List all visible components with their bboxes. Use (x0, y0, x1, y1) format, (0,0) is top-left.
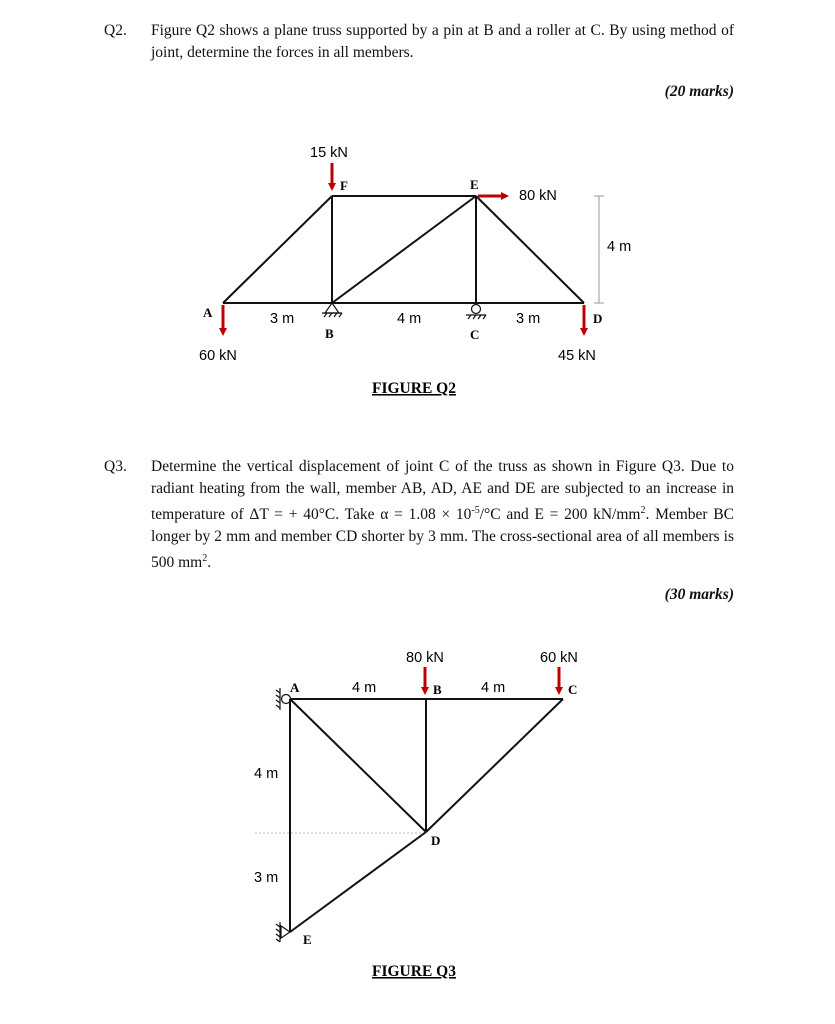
q3-node-e: E (303, 932, 312, 947)
q2-load-f: 15 kN (310, 145, 348, 161)
q2-node-a: A (203, 305, 213, 320)
q3-pin-support-a-icon (276, 688, 291, 710)
q3-number: Q3. (104, 458, 127, 475)
q2-node-f: F (340, 178, 348, 193)
q2-height-dimension-line (594, 196, 604, 303)
q2-figure-caption: FIGURE Q2 (372, 380, 456, 397)
q3-member-de (290, 832, 426, 932)
q2-node-b: B (325, 326, 334, 341)
q2-node-c: C (470, 327, 480, 342)
q2-truss-members (223, 196, 584, 303)
q3-dim-ab: 4 m (352, 680, 377, 696)
q2-marks: (20 marks) (664, 83, 734, 100)
q3-load-b: 80 kN (406, 650, 444, 666)
q3-node-b: B (433, 682, 442, 697)
q2-roller-support-icon (466, 305, 486, 320)
q3-member-cd (426, 699, 563, 832)
q3-text: Determine the vertical displacement of joint C of the truss as shown in Figure Q3. Due to radiant heating from the wall, member AB, AD, AE and DE are subjected to an increase in temperature of ΔT = + 40°C. Take $\alpha = 1.08 \times 10^{-5}/^\circ C$ and E = 200 $kN/mm^2$. Member BC longer by 2 mm and member CD shorter by 3 mm. The cross-sectional area of all members is 500 $mm^2$. (151, 458, 734, 572)
q2-node-e: E (470, 177, 479, 192)
q3-dim-de: 3 m (254, 870, 279, 886)
q2-member-af (223, 196, 332, 303)
q3-pin-support-e-icon (276, 922, 290, 942)
q3-marks: (30 marks) (664, 586, 734, 603)
figure-q2 (0, 0, 835, 420)
q2-dim-bc: 4 m (397, 311, 422, 327)
q2-text: Figure Q2 shows a plane truss supported by a pin at B and a roller at C. By using method of joint, determine the forces in all members. (151, 22, 734, 61)
q2-member-be (332, 196, 476, 303)
q2-load-e: 80 kN (519, 188, 557, 204)
q3-load-c: 60 kN (540, 650, 578, 666)
q3-dim-bc: 4 m (481, 680, 506, 696)
q2-load-d: 45 kN (558, 348, 596, 364)
q2-node-d: D (593, 311, 603, 326)
q3-truss-members (290, 699, 563, 932)
figure-q3 (0, 620, 835, 1024)
q2-dim-cd: 3 m (516, 311, 541, 327)
q2-dim-ab: 3 m (270, 311, 295, 327)
q2-number: Q2. (104, 22, 127, 39)
q3-dim-ad: 4 m (254, 766, 279, 782)
q2-load-a: 60 kN (199, 348, 237, 364)
q3-figure-caption: FIGURE Q3 (372, 963, 456, 980)
q3-member-ad (290, 699, 426, 832)
q3-node-c: C (568, 682, 578, 697)
q3-node-a: A (290, 680, 300, 695)
q2-member-ed (476, 196, 584, 303)
q2-dim-height: 4 m (607, 239, 632, 255)
q3-node-d: D (431, 833, 441, 848)
q2-pin-support-icon (322, 303, 342, 317)
